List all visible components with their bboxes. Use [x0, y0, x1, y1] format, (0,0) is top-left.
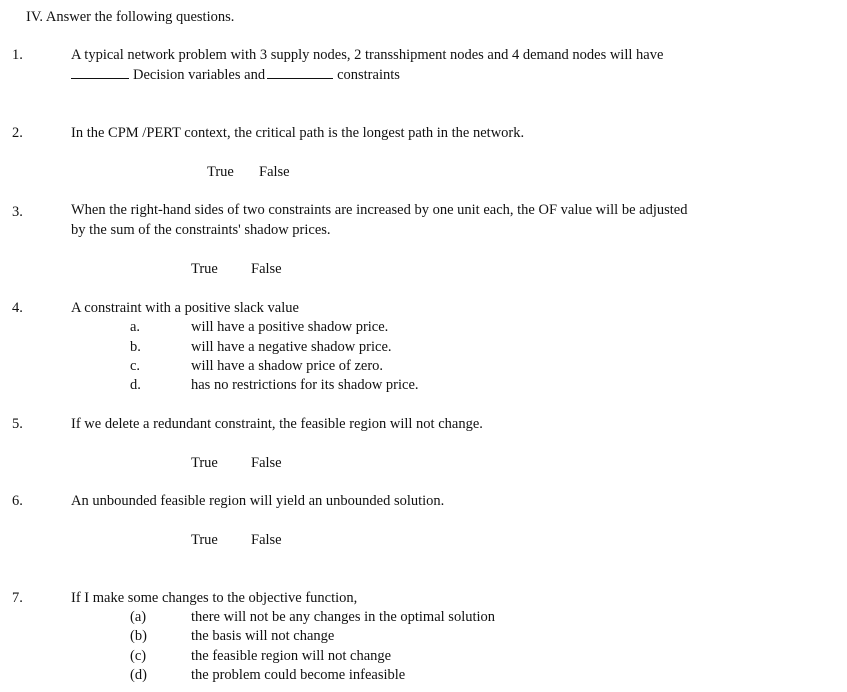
question-4-option-a[interactable]: will have a positive shadow price.: [191, 319, 389, 335]
question-5-number: 5.: [12, 416, 23, 432]
question-5-true-option[interactable]: True: [191, 455, 218, 471]
question-1-part-b: constraints: [337, 67, 400, 83]
question-1-text: A typical network problem with 3 supply nodes, 2 transshipment nodes and 4 demand nodes will have: [71, 47, 664, 63]
question-4-option-d[interactable]: has no restrictions for its shadow price.: [191, 377, 419, 393]
question-7-option-d[interactable]: the problem could become infeasible: [191, 667, 406, 683]
question-7-option-b-letter: (b): [130, 628, 147, 644]
question-2-false-option[interactable]: False: [259, 164, 290, 180]
question-7-option-c[interactable]: the feasible region will not change: [191, 648, 392, 664]
question-6-number: 6.: [12, 493, 23, 509]
question-7-text: If I make some changes to the objective function,: [71, 590, 358, 606]
question-4-option-d-letter: d.: [130, 377, 141, 393]
constraints-blank[interactable]: [267, 66, 333, 79]
question-4-option-b[interactable]: will have a negative shadow price.: [191, 339, 392, 355]
question-1-number: 1.: [12, 47, 23, 63]
question-3-text-line2: by the sum of the constraints' shadow prices.: [71, 222, 331, 238]
question-6-false-option[interactable]: False: [251, 532, 282, 548]
question-6-text: An unbounded feasible region will yield an unbounded solution.: [71, 493, 445, 509]
question-4-text: A constraint with a positive slack value: [71, 300, 299, 316]
question-1-blanks-line: [71, 66, 400, 84]
question-2-true-option[interactable]: True: [207, 164, 234, 180]
question-7-option-a[interactable]: there will not be any changes in the optimal solution: [191, 609, 496, 625]
question-3-false-option[interactable]: False: [251, 261, 282, 277]
question-6-true-option[interactable]: True: [191, 532, 218, 548]
question-2-text: In the CPM /PERT context, the critical path is the longest path in the network.: [71, 125, 525, 141]
question-7-option-a-letter: (a): [130, 609, 147, 625]
question-4-option-c[interactable]: will have a shadow price of zero.: [191, 358, 384, 374]
question-7-option-c-letter: (c): [130, 648, 147, 664]
question-3-number: 3.: [12, 204, 23, 220]
decision-variables-blank[interactable]: [71, 66, 129, 79]
question-7-option-d-letter: (d): [130, 667, 147, 683]
question-7-number: 7.: [12, 590, 23, 606]
question-4-option-b-letter: b.: [130, 339, 141, 355]
question-5-false-option[interactable]: False: [251, 455, 282, 471]
question-3-true-option[interactable]: True: [191, 261, 218, 277]
question-1-part-a: Decision variables and: [133, 67, 266, 83]
question-4-option-c-letter: c.: [130, 358, 141, 374]
question-5-text: If we delete a redundant constraint, the feasible region will not change.: [71, 416, 483, 432]
question-2-number: 2.: [12, 125, 23, 141]
question-4-number: 4.: [12, 300, 23, 316]
question-7-option-b[interactable]: the basis will not change: [191, 628, 335, 644]
section-title: IV. Answer the following questions.: [26, 9, 235, 25]
question-4-option-a-letter: a.: [130, 319, 141, 335]
question-3-text-line1: When the right-hand sides of two constraints are increased by one unit each, the OF value will be adjusted: [71, 202, 688, 218]
